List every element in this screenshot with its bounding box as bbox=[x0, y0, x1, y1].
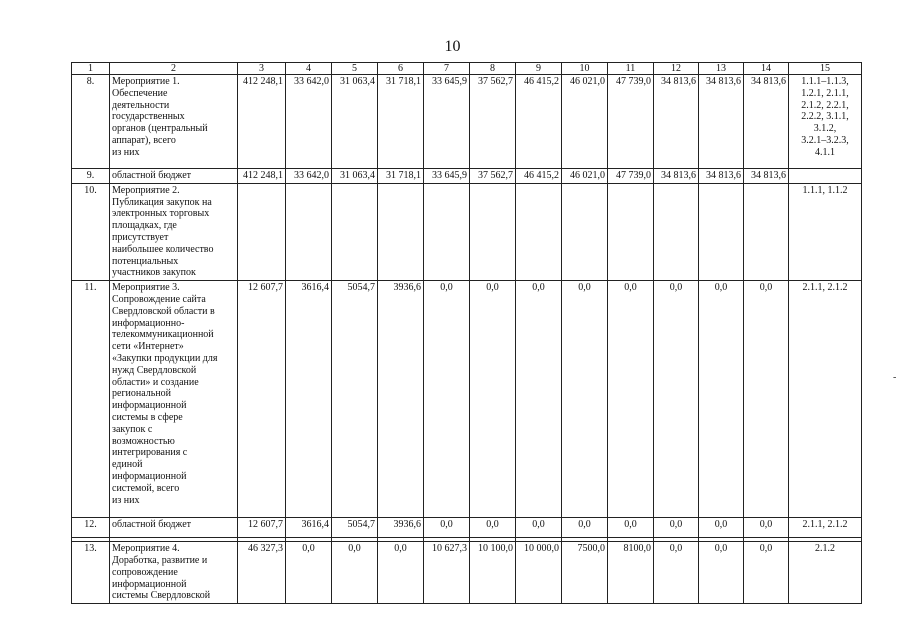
value-cell-col-11: 47 739,0 bbox=[608, 75, 654, 169]
row-number: 11. bbox=[72, 281, 110, 518]
value-cell-col-10: 46 021,0 bbox=[562, 169, 608, 184]
value-cell-col-10: 0,0 bbox=[562, 518, 608, 538]
value-cell-col-8: 37 562,7 bbox=[470, 169, 516, 184]
activity-name: Мероприятие 1. Обеспечение деятельности государственных органов (центральный аппарат), всего из них bbox=[110, 75, 238, 169]
value-cell-col-13: 0,0 bbox=[699, 542, 744, 604]
scan-mark: - bbox=[893, 372, 897, 383]
column-number-8: 8 bbox=[470, 63, 516, 75]
value-cell-col-7: 33 645,9 bbox=[424, 169, 470, 184]
value-cell-col-14: 34 813,6 bbox=[744, 75, 789, 169]
value-cell-col-9: 10 000,0 bbox=[516, 542, 562, 604]
value-cell-col-11: 0,0 bbox=[608, 518, 654, 538]
table-row bbox=[72, 183, 862, 280]
value-cell-col-4: 3616,4 bbox=[286, 281, 332, 518]
value-cell-col-13: 34 813,6 bbox=[699, 75, 744, 169]
value-cell-col-11: 0,0 bbox=[608, 281, 654, 518]
table-row bbox=[72, 542, 862, 604]
table-row bbox=[72, 281, 862, 518]
value-cell-col-9: 46 415,2 bbox=[516, 75, 562, 169]
value-cell-col-6: 31 718,1 bbox=[378, 169, 424, 184]
value-cell-col-10: 7500,0 bbox=[562, 542, 608, 604]
value-cell-col-12: 34 813,6 bbox=[654, 75, 699, 169]
value-cell-col-13: 0,0 bbox=[699, 281, 744, 518]
value-cell-col-12: 0,0 bbox=[654, 518, 699, 538]
value-cell-col-9 bbox=[516, 183, 562, 280]
column-number-5: 5 bbox=[332, 63, 378, 75]
column-number-7: 7 bbox=[424, 63, 470, 75]
activity-name: Мероприятие 3. Сопровождение сайта Свердловской области в информационно- телекоммуникационной сети «Интернет» «Закупки продукции для нужд Свердловской области» и создание региональной информационной системы в сфере закупок с возможностью интегрирования с единой информационной системой, всего из них bbox=[110, 281, 238, 518]
value-cell-col-5: 5054,7 bbox=[332, 518, 378, 538]
target-reference: 1.1.1–1.1.3, 1.2.1, 2.1.1, 2.1.2, 2.2.1, 2.2.2, 3.1.1, 3.1.2, 3.2.1–3.2.3, 4.1.1 bbox=[789, 75, 862, 169]
value-cell-col-7: 0,0 bbox=[424, 281, 470, 518]
value-cell-col-3: 412 248,1 bbox=[238, 169, 286, 184]
value-cell-col-9: 0,0 bbox=[516, 518, 562, 538]
value-cell-col-7: 0,0 bbox=[424, 518, 470, 538]
row-number: 10. bbox=[72, 183, 110, 280]
column-number-12: 12 bbox=[654, 63, 699, 75]
value-cell-col-4: 33 642,0 bbox=[286, 75, 332, 169]
target-reference: 2.1.2 bbox=[789, 542, 862, 604]
row-number: 13. bbox=[72, 542, 110, 604]
value-cell-col-4 bbox=[286, 183, 332, 280]
row-number: 8. bbox=[72, 75, 110, 169]
value-cell-col-12: 0,0 bbox=[654, 542, 699, 604]
value-cell-col-7: 10 627,3 bbox=[424, 542, 470, 604]
value-cell-col-5: 5054,7 bbox=[332, 281, 378, 518]
column-number-3: 3 bbox=[238, 63, 286, 75]
column-number-2: 2 bbox=[110, 63, 238, 75]
table-row bbox=[72, 169, 862, 184]
value-cell-col-11: 47 739,0 bbox=[608, 169, 654, 184]
value-cell-col-9: 46 415,2 bbox=[516, 169, 562, 184]
row-number: 9. bbox=[72, 169, 110, 184]
target-reference: 1.1.1, 1.1.2 bbox=[789, 183, 862, 280]
column-number-11: 11 bbox=[608, 63, 654, 75]
value-cell-col-5: 31 063,4 bbox=[332, 75, 378, 169]
value-cell-col-3: 12 607,7 bbox=[238, 518, 286, 538]
value-cell-col-3 bbox=[238, 183, 286, 280]
target-reference bbox=[789, 169, 862, 184]
value-cell-col-6: 0,0 bbox=[378, 542, 424, 604]
value-cell-col-13: 0,0 bbox=[699, 518, 744, 538]
value-cell-col-3: 46 327,3 bbox=[238, 542, 286, 604]
value-cell-col-7: 33 645,9 bbox=[424, 75, 470, 169]
column-number-1: 1 bbox=[72, 63, 110, 75]
value-cell-col-10: 0,0 bbox=[562, 281, 608, 518]
value-cell-col-12 bbox=[654, 183, 699, 280]
value-cell-col-14: 34 813,6 bbox=[744, 169, 789, 184]
column-number-13: 13 bbox=[699, 63, 744, 75]
value-cell-col-14 bbox=[744, 183, 789, 280]
table-row bbox=[72, 75, 862, 169]
value-cell-col-14: 0,0 bbox=[744, 542, 789, 604]
activity-name: областной бюджет bbox=[110, 518, 238, 538]
value-cell-col-7 bbox=[424, 183, 470, 280]
value-cell-col-12: 34 813,6 bbox=[654, 169, 699, 184]
value-cell-col-10: 46 021,0 bbox=[562, 75, 608, 169]
target-reference: 2.1.1, 2.1.2 bbox=[789, 518, 862, 538]
target-reference: 2.1.1, 2.1.2 bbox=[789, 281, 862, 518]
value-cell-col-12: 0,0 bbox=[654, 281, 699, 518]
value-cell-col-8 bbox=[470, 183, 516, 280]
value-cell-col-10 bbox=[562, 183, 608, 280]
value-cell-col-3: 412 248,1 bbox=[238, 75, 286, 169]
value-cell-col-5: 0,0 bbox=[332, 542, 378, 604]
value-cell-col-14: 0,0 bbox=[744, 281, 789, 518]
column-number-row bbox=[72, 63, 862, 75]
row-number: 12. bbox=[72, 518, 110, 538]
value-cell-col-8: 0,0 bbox=[470, 281, 516, 518]
page-number: 10 bbox=[444, 38, 461, 55]
activity-name: Мероприятие 2. Публикация закупок на электронных торговых площадках, где присутствует наибольшее количество потенциальных участников закупок bbox=[110, 183, 238, 280]
value-cell-col-11: 8100,0 bbox=[608, 542, 654, 604]
value-cell-col-14: 0,0 bbox=[744, 518, 789, 538]
value-cell-col-13 bbox=[699, 183, 744, 280]
value-cell-col-4: 3616,4 bbox=[286, 518, 332, 538]
column-number-14: 14 bbox=[744, 63, 789, 75]
column-number-6: 6 bbox=[378, 63, 424, 75]
value-cell-col-8: 0,0 bbox=[470, 518, 516, 538]
value-cell-col-6 bbox=[378, 183, 424, 280]
column-number-4: 4 bbox=[286, 63, 332, 75]
activity-name: областной бюджет bbox=[110, 169, 238, 184]
column-number-15: 15 bbox=[789, 63, 862, 75]
value-cell-col-5: 31 063,4 bbox=[332, 169, 378, 184]
value-cell-col-6: 3936,6 bbox=[378, 281, 424, 518]
value-cell-col-9: 0,0 bbox=[516, 281, 562, 518]
value-cell-col-3: 12 607,7 bbox=[238, 281, 286, 518]
value-cell-col-8: 37 562,7 bbox=[470, 75, 516, 169]
column-number-10: 10 bbox=[562, 63, 608, 75]
activity-name: Мероприятие 4. Доработка, развитие и сопровождение информационной системы Свердловской bbox=[110, 542, 238, 604]
value-cell-col-13: 34 813,6 bbox=[699, 169, 744, 184]
program-table bbox=[71, 62, 862, 604]
value-cell-col-4: 0,0 bbox=[286, 542, 332, 604]
value-cell-col-5 bbox=[332, 183, 378, 280]
value-cell-col-6: 31 718,1 bbox=[378, 75, 424, 169]
value-cell-col-11 bbox=[608, 183, 654, 280]
value-cell-col-4: 33 642,0 bbox=[286, 169, 332, 184]
value-cell-col-8: 10 100,0 bbox=[470, 542, 516, 604]
value-cell-col-6: 3936,6 bbox=[378, 518, 424, 538]
table-row bbox=[72, 518, 862, 538]
column-number-9: 9 bbox=[516, 63, 562, 75]
